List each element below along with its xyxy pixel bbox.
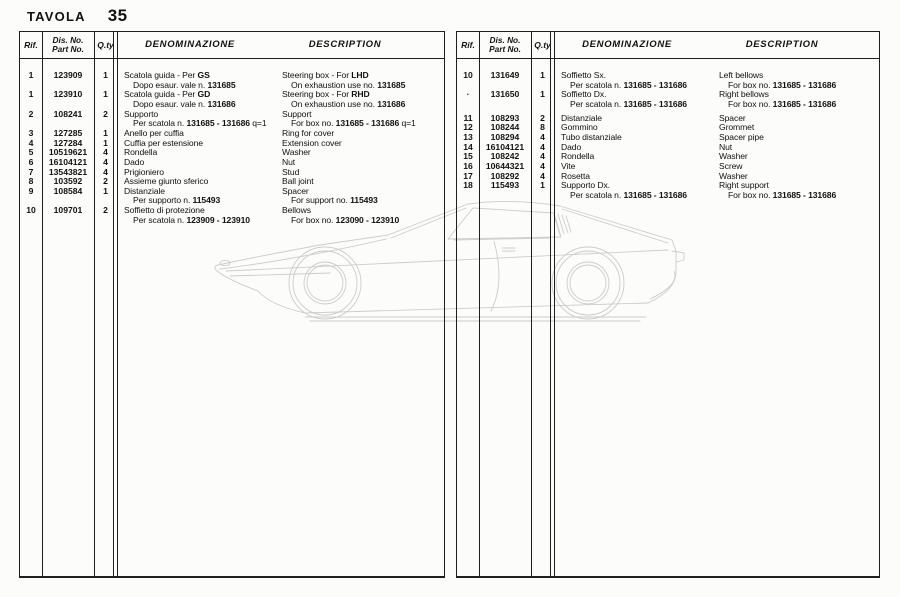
cell-qty: 2 bbox=[540, 112, 545, 123]
cell-qty: 4 bbox=[540, 151, 545, 162]
cell-rif: 17 bbox=[463, 170, 473, 181]
cell-description: Spacer For support no. 115493 bbox=[282, 185, 378, 206]
cell-description: Steering box - For RHD On exhaustion use no. 131686 bbox=[282, 89, 406, 109]
header-rif: Rif. bbox=[461, 40, 475, 50]
header-description: DESCRIPTION bbox=[308, 39, 382, 50]
cell-part-number: 10644321 bbox=[485, 160, 525, 171]
title-label: TAVOLA bbox=[27, 9, 86, 24]
cell-part-number: 108244 bbox=[490, 122, 520, 133]
cell-description: Extension cover bbox=[282, 137, 342, 148]
cell-part-number: 123909 bbox=[53, 70, 83, 80]
cell-qty: 4 bbox=[540, 170, 545, 181]
cell-rif: 12 bbox=[463, 122, 473, 133]
header-part-number: Dis. No. Part No. bbox=[52, 34, 84, 54]
cell-rif: 4 bbox=[28, 137, 34, 148]
cell-part-number: 108294 bbox=[490, 131, 520, 142]
cell-part-number: 108584 bbox=[53, 185, 83, 196]
header-description: DESCRIPTION bbox=[745, 39, 819, 50]
cell-rif: 5 bbox=[28, 147, 34, 158]
cell-description: Stud bbox=[282, 166, 300, 177]
cell-denominazione: Scatola guida - Per GD Dopo esaur. vale n. 131686 bbox=[124, 89, 236, 109]
cell-qty: 2 bbox=[103, 205, 108, 216]
cell-denominazione: Tubo distanziale bbox=[561, 131, 622, 142]
cell-description: Spacer pipe bbox=[719, 131, 764, 142]
cell-qty: 1 bbox=[540, 180, 545, 191]
header-qty: Q.ty bbox=[97, 40, 114, 50]
cell-description: Spacer bbox=[719, 112, 746, 123]
cell-denominazione: Rondella bbox=[561, 151, 595, 162]
cell-part-number: 115493 bbox=[490, 180, 520, 191]
cell-part-number: 127285 bbox=[53, 127, 83, 138]
cell-rif: 1 bbox=[28, 70, 34, 80]
cell-part-number: 131650 bbox=[490, 89, 520, 100]
cell-rif: 6 bbox=[28, 156, 34, 167]
cell-denominazione: Soffietto Sx. Per scatola n. 131685 - 131686 bbox=[561, 70, 687, 90]
cell-description: Grommet bbox=[719, 122, 755, 133]
cell-denominazione: Rosetta bbox=[561, 170, 590, 181]
cell-rif: 9 bbox=[28, 185, 34, 196]
cell-denominazione: Supporto Dx. Per scatola n. 131685 - 131686 bbox=[561, 180, 687, 200]
parts-table-left bbox=[19, 31, 445, 578]
cell-rif: 10 bbox=[26, 205, 36, 216]
cell-denominazione: Gommino bbox=[561, 122, 598, 133]
cell-denominazione: Distanziale bbox=[561, 112, 602, 123]
table-rows bbox=[20, 58, 444, 576]
cell-description: Washer bbox=[282, 147, 311, 158]
cell-rif: 7 bbox=[28, 166, 34, 177]
cell-qty: 4 bbox=[103, 147, 108, 158]
cell-denominazione: Anello per cuffia bbox=[124, 127, 184, 138]
cell-rif: 14 bbox=[463, 141, 473, 152]
cell-qty: 1 bbox=[103, 127, 108, 138]
cell-qty: 4 bbox=[103, 166, 108, 177]
cell-part-number: 16104121 bbox=[485, 141, 525, 152]
cell-part-number: 123910 bbox=[53, 89, 83, 100]
cell-description: Ball joint bbox=[282, 176, 314, 187]
cell-qty: 1 bbox=[103, 70, 108, 80]
cell-part-number: 108241 bbox=[53, 108, 83, 119]
cell-rif: 11 bbox=[463, 112, 473, 123]
cell-description: Steering box - For LHD On exhaustion use no. 131685 bbox=[282, 70, 406, 90]
cell-qty: 1 bbox=[103, 185, 108, 196]
cell-rif: 13 bbox=[463, 131, 473, 142]
cell-part-number: 127284 bbox=[53, 137, 83, 148]
cell-denominazione: Supporto Per scatola n. 131685 - 131686 q=1 bbox=[124, 108, 267, 129]
cell-rif: · bbox=[466, 89, 470, 100]
cell-denominazione: Soffietto di protezione Per scatola n. 123909 - 123910 bbox=[124, 205, 250, 225]
cell-description: Nut bbox=[282, 156, 296, 167]
cell-qty: 4 bbox=[540, 131, 545, 142]
title-number: 35 bbox=[107, 6, 128, 25]
cell-denominazione: Dado bbox=[124, 156, 145, 167]
header-denominazione: DENOMINAZIONE bbox=[145, 39, 235, 50]
cell-description: Screw bbox=[719, 160, 743, 171]
table-rows bbox=[457, 58, 879, 576]
cell-rif: 18 bbox=[463, 180, 473, 191]
page-title bbox=[27, 6, 128, 26]
cell-part-number: 16104121 bbox=[48, 156, 88, 167]
cell-rif: 16 bbox=[463, 160, 473, 171]
cell-qty: 2 bbox=[103, 108, 108, 119]
cell-description: Support For box no. 131685 - 131686 q=1 bbox=[282, 108, 416, 129]
cell-description: Nut bbox=[719, 141, 733, 152]
cell-description: Right bellows For box no. 131685 - 131686 bbox=[719, 89, 837, 109]
cell-rif: 8 bbox=[28, 176, 34, 187]
cell-part-number: 108293 bbox=[490, 112, 520, 123]
cell-denominazione: Prigioniero bbox=[124, 166, 164, 177]
cell-description: Ring for cover bbox=[282, 127, 335, 138]
cell-description: Right support For box no. 131685 - 131686 bbox=[719, 180, 837, 200]
cell-part-number: 13543821 bbox=[48, 166, 88, 177]
cell-description: Left bellows For box no. 131685 - 131686 bbox=[719, 70, 837, 90]
cell-qty: 1 bbox=[103, 89, 108, 100]
cell-denominazione: Scatola guida - Per GS Dopo esaur. vale n. 131685 bbox=[124, 70, 236, 90]
cell-rif: 1 bbox=[28, 89, 34, 100]
cell-rif: 10 bbox=[463, 70, 473, 80]
cell-qty: 8 bbox=[540, 122, 545, 133]
cell-denominazione: Cuffia per estensione bbox=[124, 137, 203, 148]
cell-part-number: 103592 bbox=[53, 176, 83, 187]
cell-part-number: 108242 bbox=[490, 151, 520, 162]
cell-qty: 2 bbox=[103, 176, 108, 187]
cell-denominazione: Dado bbox=[561, 141, 582, 152]
cell-denominazione: Soffietto Dx. Per scatola n. 131685 - 131686 bbox=[561, 89, 687, 109]
header-qty: Q.ty bbox=[534, 40, 551, 50]
cell-qty: 4 bbox=[540, 141, 545, 152]
cell-rif: 15 bbox=[463, 151, 473, 162]
parts-table-right bbox=[456, 31, 880, 578]
cell-denominazione: Assieme giunto sferico bbox=[124, 176, 209, 187]
cell-qty: 1 bbox=[103, 137, 108, 148]
cell-qty: 4 bbox=[540, 160, 545, 171]
header-denominazione: DENOMINAZIONE bbox=[582, 39, 672, 50]
cell-denominazione: Distanziale Per supporto n. 115493 bbox=[124, 185, 221, 206]
cell-part-number: 131649 bbox=[490, 70, 520, 80]
cell-rif: 2 bbox=[28, 108, 34, 119]
cell-description: Washer bbox=[719, 151, 748, 162]
cell-rif: 3 bbox=[28, 127, 34, 138]
cell-part-number: 108292 bbox=[490, 170, 520, 181]
cell-qty: 1 bbox=[540, 89, 545, 100]
header-rif: Rif. bbox=[24, 40, 38, 50]
cell-qty: 4 bbox=[103, 156, 108, 167]
cell-denominazione: Vite bbox=[561, 160, 576, 171]
cell-description: Bellows For box no. 123090 - 123910 bbox=[282, 205, 400, 225]
cell-qty: 1 bbox=[540, 70, 545, 80]
header-part-number: Dis. No. Part No. bbox=[489, 34, 521, 54]
cell-part-number: 10519621 bbox=[48, 147, 88, 158]
cell-description: Washer bbox=[719, 170, 748, 181]
cell-part-number: 109701 bbox=[53, 205, 83, 216]
table-header bbox=[457, 32, 879, 59]
cell-denominazione: Rondella bbox=[124, 147, 158, 158]
table-header bbox=[20, 32, 444, 59]
